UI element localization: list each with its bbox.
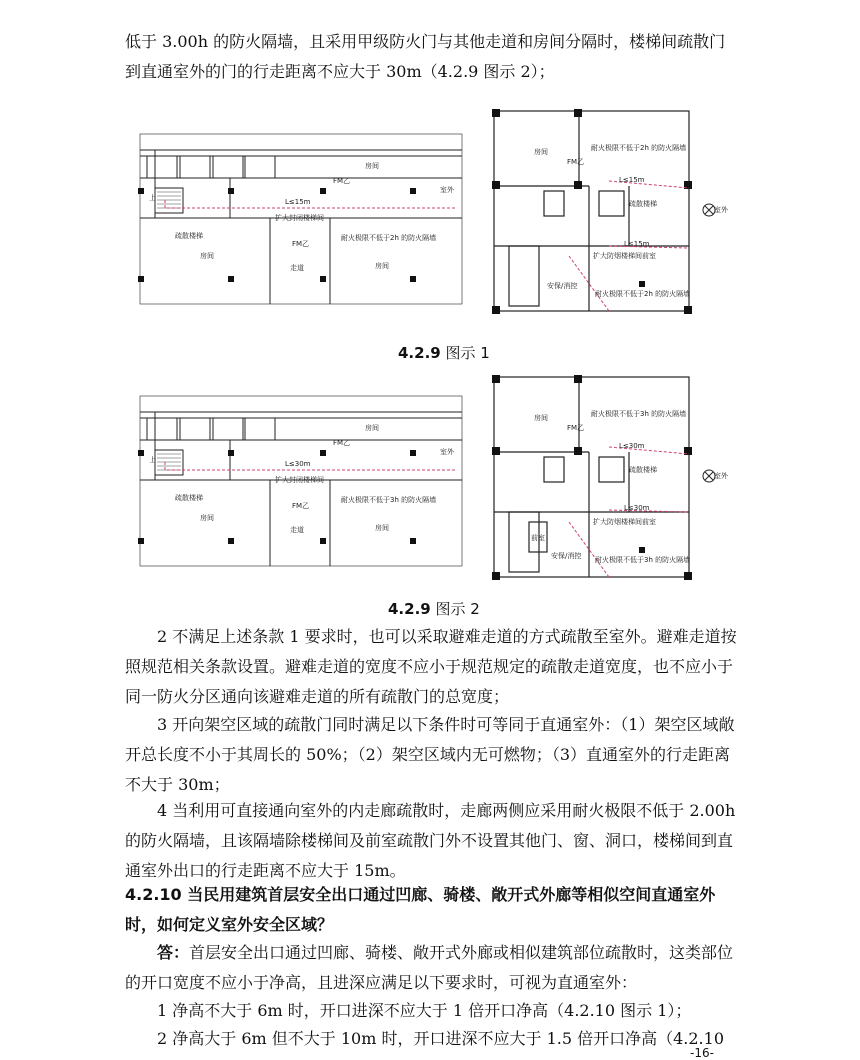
front-room-label: 扩大防烟楼梯间前室: [593, 518, 656, 526]
page-number: -16-: [690, 1046, 714, 1060]
wall-label: 耐火极限不低于2h 的防火隔墙: [591, 144, 687, 152]
room-label: 房间: [375, 262, 389, 270]
stair-label: 疏散楼梯: [175, 494, 203, 502]
caption-number: 4.2.9: [398, 344, 441, 362]
security-label: 安保/消控: [547, 282, 578, 290]
room-label: 房间: [365, 162, 379, 170]
outdoor-label: 室外: [714, 206, 728, 214]
wall-label: 耐火极限不低于3h 的防火隔墙: [595, 556, 691, 564]
stairwell-label: 扩大封闭楼梯间: [275, 476, 324, 484]
door-label: FM乙: [333, 439, 351, 447]
outdoor-label: 室外: [440, 186, 454, 194]
corridor-label: 走道: [290, 526, 304, 534]
distance-label: L≤30m: [624, 504, 650, 512]
distance-label: L≤30m: [619, 442, 645, 450]
figure2-right-plan: [489, 372, 734, 582]
distance-label: L≤15m: [619, 176, 645, 184]
figure2-caption: [388, 598, 480, 619]
small-room-label: 前室: [531, 534, 545, 542]
stair-label: 疏散楼梯: [175, 232, 203, 240]
answer-paragraph: [125, 938, 737, 998]
up-label: 上: [149, 194, 156, 202]
room-label: 房间: [534, 414, 548, 422]
door-label: FM乙: [292, 502, 310, 510]
figure1-left-plan: [135, 128, 470, 310]
paragraph-p3: 3 开向架空区域的疏散门同时满足以下条件时可等同于直通室外：（1）架空区域敞开总长度不小于其周长的 50%；（2）架空区域内无可燃物；（3）直通室外的行走距离不大于 30m；: [125, 715, 735, 794]
paragraph-p1: 低于 3.00h 的防火隔墙，且采用甲级防火门与其他走道和房间分隔时，楼梯间疏散门到直通室外的门的行走距离不应大于 30m（4.2.9 图示 2）；: [125, 32, 726, 81]
distance-label: L≤15m: [285, 198, 311, 206]
figure1-right-plan: [489, 106, 734, 316]
answer-text: 首层安全出口通过凹廊、骑楼、敞开式外廊或相似建筑部位疏散时，这类部位的开口宽度不应小于净高，且进深应满足以下要求时，可视为直通室外：: [125, 943, 734, 992]
caption-number: 4.2.9: [388, 600, 431, 618]
section-heading: 4.2.10 当民用建筑首层安全出口通过凹廊、骑楼、敞开式外廊等相似空间直通室外时，如何定义室外安全区域？: [125, 885, 716, 934]
corridor-label: 走道: [290, 264, 304, 272]
wall-label: 耐火极限不低于3h 的防火隔墙: [341, 496, 437, 504]
front-room-label: 扩大防烟楼梯间前室: [593, 252, 656, 260]
room-label: 房间: [534, 148, 548, 156]
distance-label: L≤30m: [285, 460, 311, 468]
stair-label: 疏散楼梯: [629, 466, 657, 474]
door-label: FM乙: [567, 424, 585, 432]
stair-label: 疏散楼梯: [629, 200, 657, 208]
room-label: 房间: [375, 524, 389, 532]
paragraph-p2: 2 不满足上述条款 1 要求时，也可以采取避难走道的方式疏散至室外。避难走道按照规范相关条款设置。避难走道的宽度不应小于规范规定的疏散走道宽度，也不应小于同一防火分区通向该避难走道的所有疏散门的总宽度；: [125, 627, 737, 706]
caption-text: 图示 2: [435, 600, 480, 618]
wall-label: 耐火极限不低于3h 的防火隔墙: [591, 410, 687, 418]
stairwell-label: 扩大封闭楼梯间: [275, 214, 324, 222]
paragraph-p4: 4 当利用可直接通向室外的内走廊疏散时，走廊两侧应采用耐火极限不低于 2.00h 的防火隔墙，且该隔墙除楼梯间及前室疏散门外不设置其他门、窗、洞口，楼梯间到直通室外出口的行走距离不应大于 15m。: [125, 801, 736, 880]
room-label: 房间: [200, 514, 214, 522]
distance-label: L≤15m: [624, 240, 650, 248]
wall-label: 耐火极限不低于2h 的防火隔墙: [341, 234, 437, 242]
list-item-2: 2 净高大于 6m 但不大于 10m 时，开口进深不应大于 1.5 倍开口净高（4.2.10: [157, 1029, 725, 1048]
room-label: 房间: [365, 424, 379, 432]
door-label: FM乙: [567, 158, 585, 166]
door-label: FM乙: [292, 240, 310, 248]
caption-text: 图示 1: [445, 344, 490, 362]
room-label: 房间: [200, 252, 214, 260]
outdoor-label: 室外: [714, 472, 728, 480]
figure2-left-plan: [135, 390, 470, 572]
security-label: 安保/消控: [551, 552, 582, 560]
up-label: 上: [149, 456, 156, 464]
figure1-caption: [398, 342, 490, 363]
answer-label: 答：: [157, 943, 190, 962]
wall-label: 耐火极限不低于2h 的防火隔墙: [595, 290, 691, 298]
outdoor-label: 室外: [440, 448, 454, 456]
door-label: FM乙: [333, 177, 351, 185]
list-item-1: 1 净高不大于 6m 时，开口进深不应大于 1 倍开口净高（4.2.10 图示 1）；: [157, 1001, 692, 1020]
